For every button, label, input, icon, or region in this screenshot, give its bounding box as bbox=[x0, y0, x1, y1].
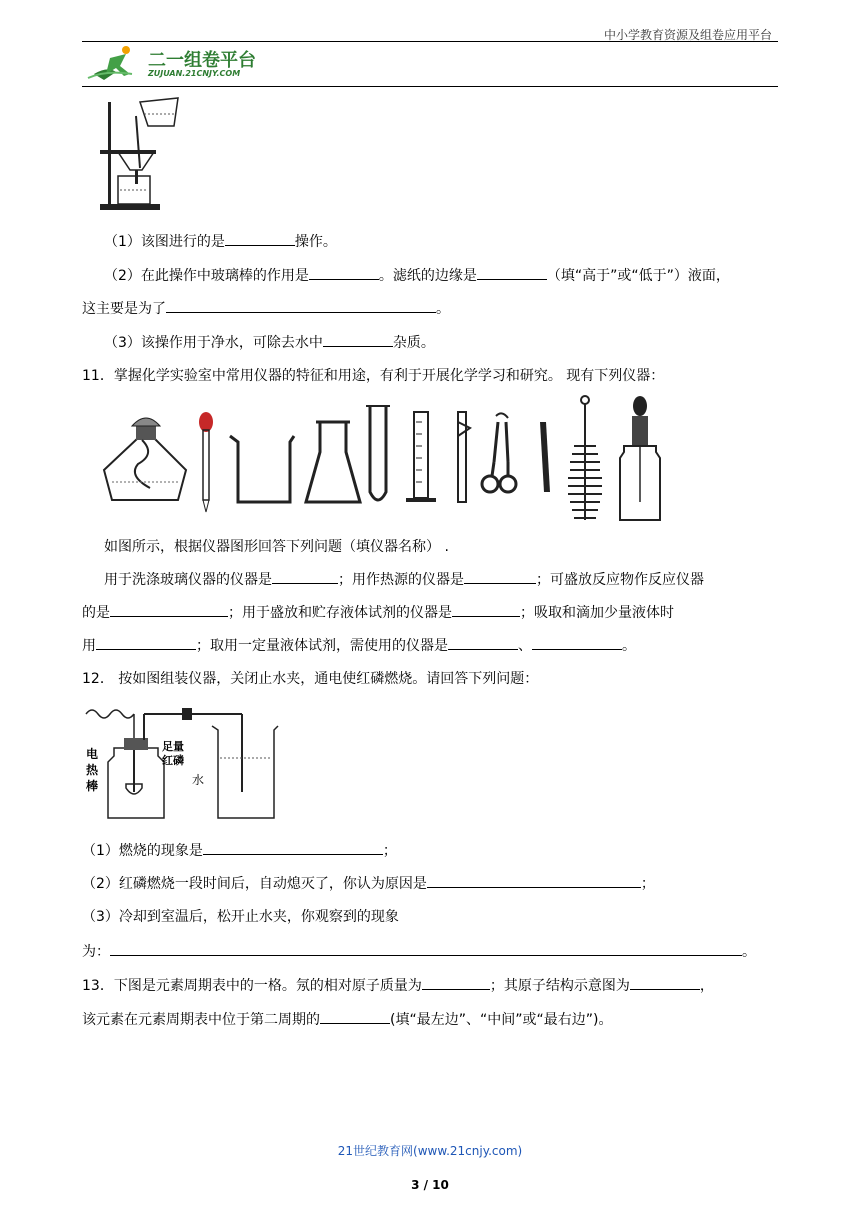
answer-blank[interactable] bbox=[452, 602, 520, 617]
answer-blank[interactable] bbox=[630, 975, 700, 990]
answer-blank[interactable] bbox=[203, 840, 383, 855]
q10-line4: （3）该操作用于净水，可除去水中 杂质。 bbox=[104, 332, 435, 353]
test-tube-holder-icon bbox=[458, 412, 470, 502]
q12-stem: 12． 按如图组装仪器，关闭止水夹，通电使红磷燃烧。请回答下列问题： bbox=[82, 671, 539, 687]
q12-line1: （1）燃烧的现象是 ； bbox=[82, 840, 397, 861]
q13-line1: 13．下图是元素周期表中的一格。氖的相对原子质量为 ；其原子结构示意图为 ， bbox=[82, 975, 714, 996]
red-phosphorus-combustion-figure bbox=[84, 700, 280, 824]
platform-name: 中小学教育资源及组卷应用平台 bbox=[603, 28, 772, 42]
answer-blank[interactable] bbox=[320, 1009, 390, 1024]
filtration-apparatus-figure bbox=[96, 96, 196, 214]
alcohol-lamp-icon bbox=[104, 418, 186, 500]
logo-english: ZUJUAN.21CNJY.COM bbox=[148, 69, 241, 78]
conical-flask-icon bbox=[306, 422, 360, 502]
answer-blank[interactable] bbox=[110, 602, 228, 617]
answer-blank[interactable] bbox=[96, 635, 196, 650]
dropping-bottle-icon bbox=[620, 396, 660, 520]
answer-blank[interactable] bbox=[448, 635, 518, 650]
page-number: 3 / 10 bbox=[411, 1178, 449, 1192]
q11-line3: 用 ；取用一定量液体试剂，需使用的仪器是 、 。 bbox=[82, 635, 636, 656]
svg-text:热: 热 bbox=[86, 763, 99, 777]
answer-blank[interactable] bbox=[532, 635, 622, 650]
answer-blank[interactable] bbox=[427, 873, 641, 888]
q11-stem: 11．掌握化学实验室中常用仪器的特征和用途，有利于开展化学学习和研究。 现有下列仪器： bbox=[82, 368, 665, 384]
graduated-cylinder-icon bbox=[406, 412, 436, 502]
answer-blank[interactable] bbox=[272, 569, 338, 584]
q11-intro: 如图所示，根据仪器图形回答下列问题（填仪器名称） . bbox=[104, 539, 449, 555]
lab-instruments-figure bbox=[98, 392, 664, 524]
q10-line2: （2）在此操作中玻璃棒的作用是 。滤纸的边缘是 （填“高于”或“低于”）液面， bbox=[104, 265, 730, 286]
label-red-phosphorus: 红磷 bbox=[162, 754, 184, 767]
answer-blank[interactable] bbox=[464, 569, 536, 584]
label-sufficient: 足量 bbox=[162, 740, 184, 753]
q11-line2: 的是 ；用于盛放和贮存液体试剂的仪器是 ；吸取和滴加少量液体时 bbox=[82, 602, 674, 623]
label-heating-rod: 电 bbox=[86, 747, 99, 761]
q13-line2: 该元素在元素周期表中位于第二周期的 (填“最左边”、“中间”或“最右边”)。 bbox=[82, 1009, 612, 1030]
svg-text:棒: 棒 bbox=[86, 779, 99, 793]
header-rule-bottom bbox=[82, 86, 778, 87]
answer-blank[interactable] bbox=[309, 265, 379, 280]
test-tube-brush-icon bbox=[568, 396, 602, 520]
dropper-icon bbox=[199, 412, 213, 512]
answer-blank[interactable] bbox=[477, 265, 547, 280]
beaker-icon bbox=[230, 436, 294, 502]
test-tube-icon bbox=[366, 406, 390, 500]
header-rule-top bbox=[82, 41, 778, 42]
q11-line1: 用于洗涤玻璃仪器的仪器是 ；用作热源的仪器是 ；可盛放反应物作反应仪器 bbox=[104, 569, 704, 590]
answer-blank[interactable] bbox=[323, 332, 393, 347]
answer-blank[interactable] bbox=[225, 231, 295, 246]
q12-line3: （3）冷却到室温后，松开止水夹，你观察到的现象 bbox=[82, 909, 399, 925]
answer-blank[interactable] bbox=[166, 298, 436, 313]
q10-line1: （1）该图进行的是 操作。 bbox=[104, 231, 337, 252]
crucible-tongs-icon bbox=[482, 413, 516, 492]
label-water: 水 bbox=[192, 773, 205, 787]
footer-site-link[interactable]: 21世纪教育网(www.21cnjy.com) bbox=[337, 1144, 523, 1158]
answer-blank[interactable] bbox=[422, 975, 490, 990]
logo-chinese: 二一组卷平台 bbox=[148, 50, 256, 71]
q12-line4: 为： 。 bbox=[82, 941, 756, 962]
answer-blank[interactable] bbox=[110, 941, 742, 956]
q10-line3: 这主要是为了 。 bbox=[82, 298, 450, 319]
site-logo bbox=[86, 44, 286, 84]
q12-line2: （2）红磷燃烧一段时间后，自动熄灭了，你认为原因是 ； bbox=[82, 873, 655, 894]
tweezers-icon bbox=[540, 422, 550, 492]
